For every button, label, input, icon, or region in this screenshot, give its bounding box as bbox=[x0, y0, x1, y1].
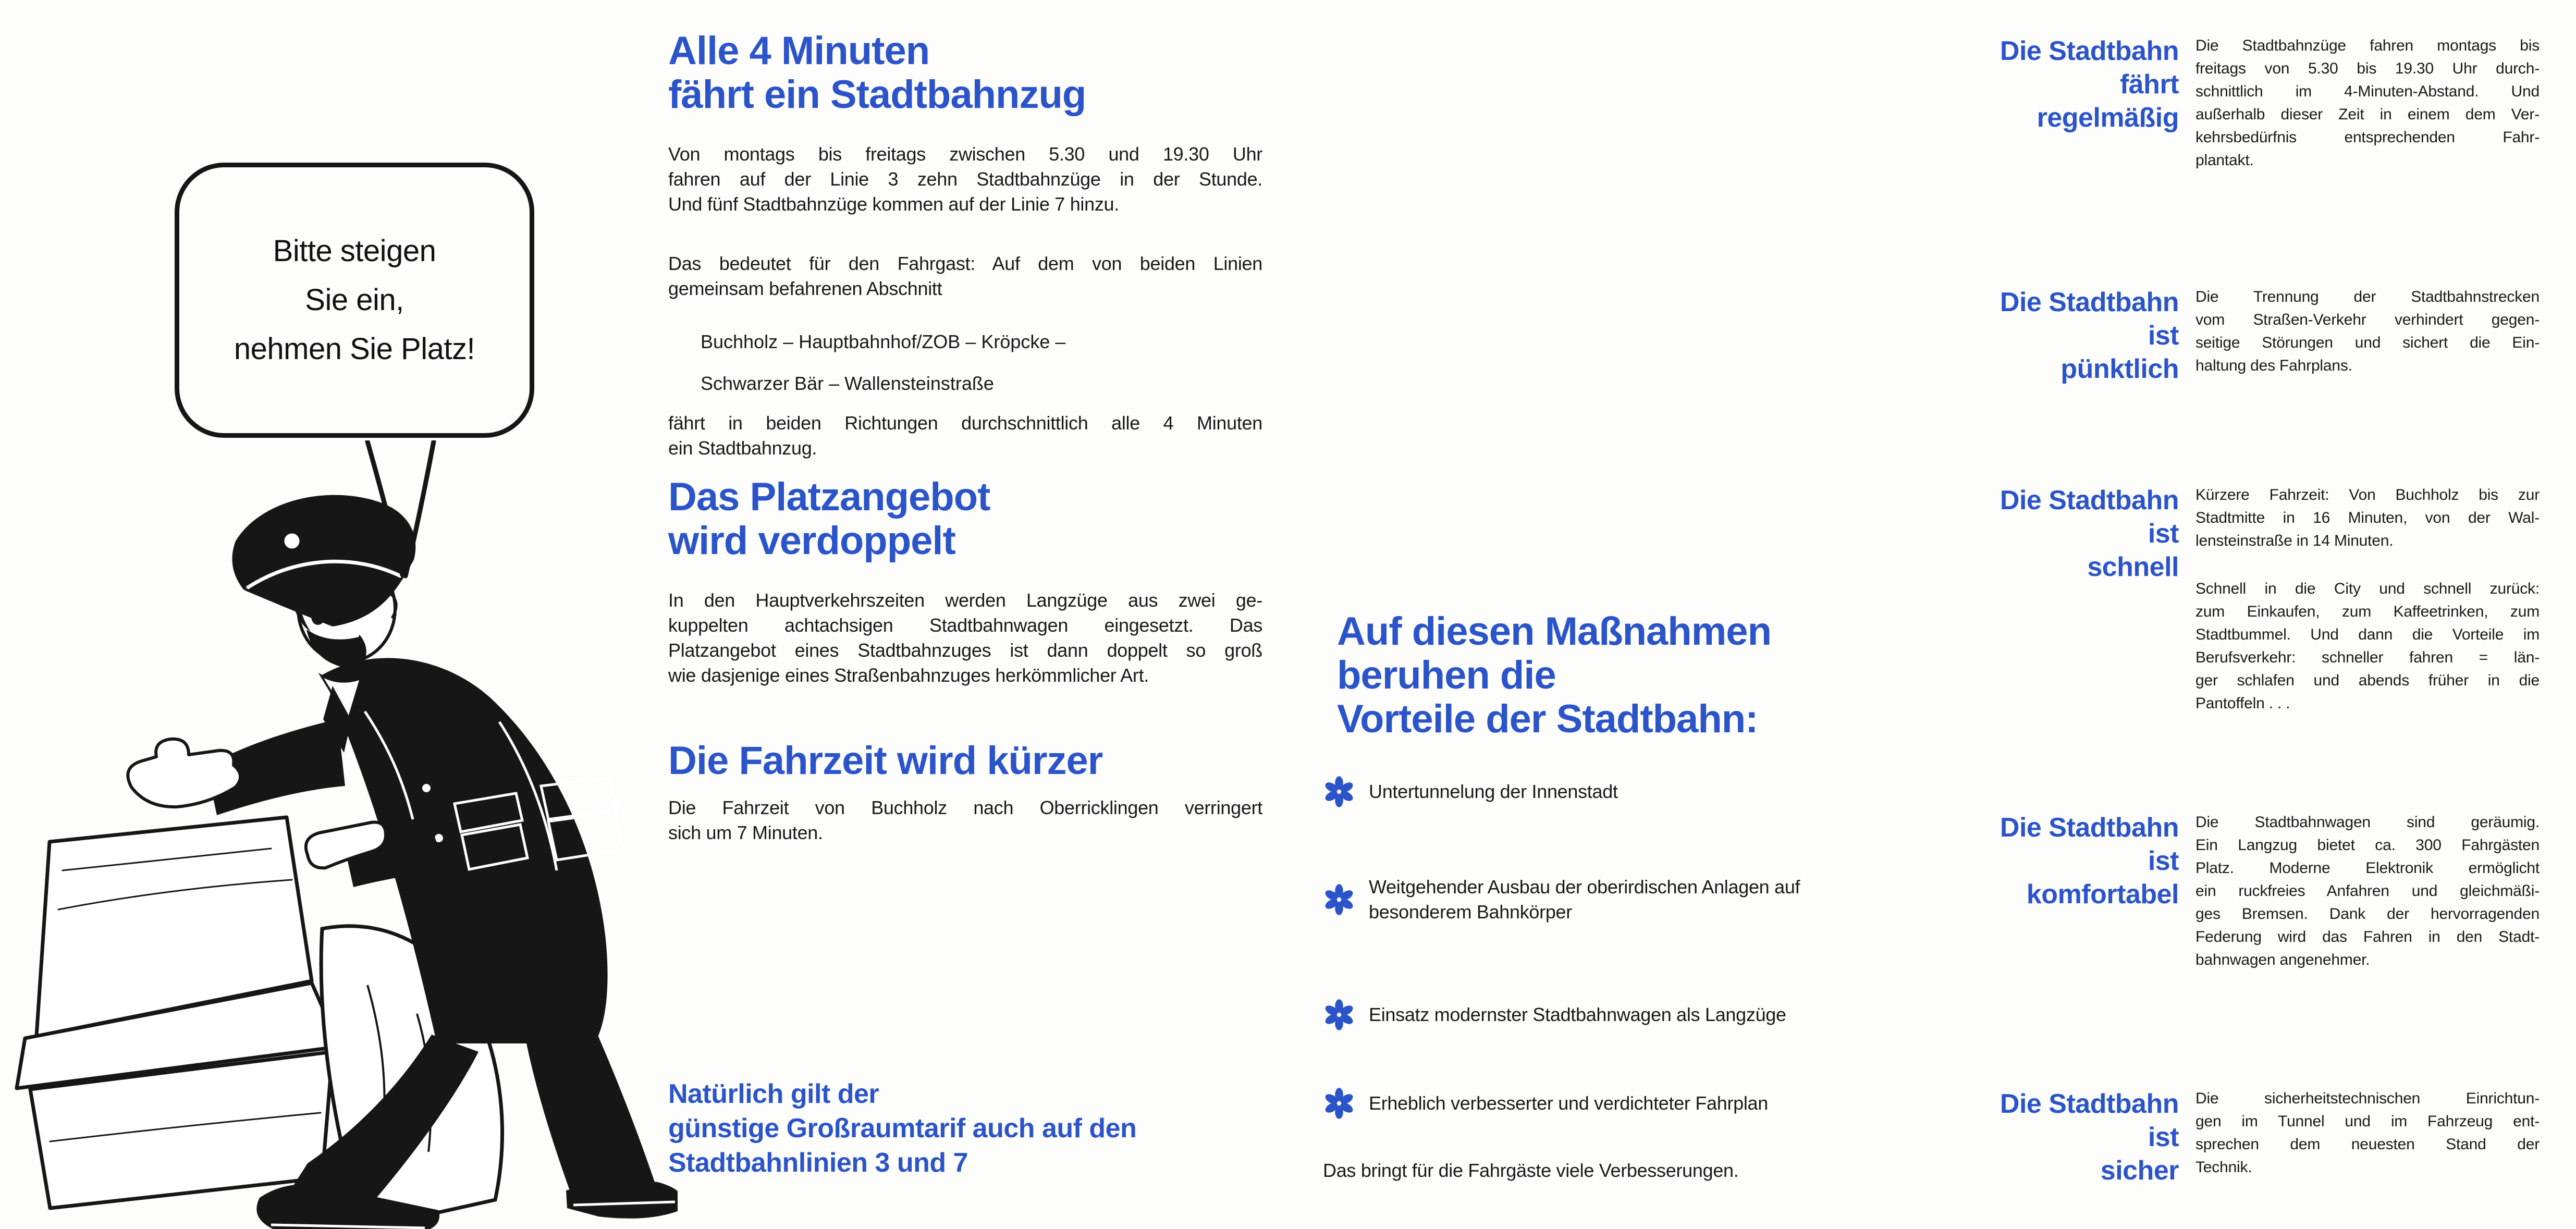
headline-seating-doubled: Das Platzangebot wird verdoppelt bbox=[668, 475, 990, 563]
asterisk-flower-icon bbox=[1323, 883, 1355, 916]
measure-item-timetable bbox=[1323, 1087, 1938, 1120]
headline-measures: Auf diesen Maßnahmen beruhen die Vorteile der Stadtbahn: bbox=[1337, 609, 1771, 741]
asterisk-flower-icon bbox=[1323, 1087, 1355, 1120]
paragraph-shared-section-intro: Das bedeutet für den Fahrgast: Auf dem von beiden Linien gemeinsam befahrenen Abschnitt bbox=[668, 253, 1262, 299]
speech-bubble bbox=[175, 163, 534, 438]
benefit-body-schnell-2: Schnell in die City und schnell zurück: zum Einkaufen, zum Kaffeetrinken, zum Stadtbummel. Und dann die Vorteile im Berufsverkehr: schneller fahren = län- ger schlafen und abends früher in die Pantoffeln . . . bbox=[2195, 580, 2540, 712]
benefit-body-sicher: Die sicherheitstechnischen Einrichtun- gen im Tunnel und im Fahrzeug ent- sprechen dem neuesten Stand der Technik. bbox=[2195, 1090, 2540, 1176]
benefit-body-schnell: Kürzere Fahrzeit: Von Buchholz bis zur Stadtmitte in 16 Minuten, von der Wal- lensteinstraße in 14 Minuten. bbox=[2195, 486, 2540, 549]
speech-bubble-tail-icon bbox=[313, 440, 469, 586]
headline-shorter-travel-time: Die Fahrzeit wird kürzer bbox=[668, 739, 1103, 783]
paragraph-long-trains: In den Hauptverkehrszeiten werden Langzüge aus zwei ge- kuppelten achtachsigen Stadtbahnwagen eingesetzt. Das Platzangebot eines Stadtbahnzuges ist dann doppelt so groß wie dasjenige eines Straßenbahnzuges herkömmlicher Art. bbox=[668, 589, 1262, 686]
benefit-body-puenktlich: Die Trennung der Stadtbahnstrecken vom Straßen-Verkehr verhindert gegen- seitige Störungen und sichert die Ein- haltung des Fahrplans. bbox=[2195, 288, 2540, 374]
measure-item-label: Untertunnelung der Innenstadt bbox=[1369, 781, 1618, 802]
benefit-heading-sicher: Die Stadtbahn ist sicher bbox=[2000, 1089, 2179, 1186]
seat-icon bbox=[17, 817, 340, 1208]
measure-item-surface-expansion bbox=[1323, 875, 1938, 925]
benefit-heading-puenktlich: Die Stadtbahn ist pünktlich bbox=[2000, 287, 2179, 384]
benefit-body-komfortabel: Die Stadtbahnwagen sind geräumig. Ein Langzug bietet ca. 300 Fahrgästen Platz. Moderne Elektronik ermöglicht ein ruckfreies Anfahren und gleichmäßi- ges Bremsen. Dank der hervorragenden Federung wird das Fahren in den Stadt- bahnwagen angenehmer. bbox=[2195, 814, 2540, 968]
tariff-note: Natürlich gilt der günstige Großraumtarif auch auf den Stadtbahnlinien 3 und 7 bbox=[668, 1079, 1137, 1178]
measure-item-tunnel bbox=[1323, 776, 1938, 808]
benefit-body-regelmaessig: Die Stadtbahnzüge fahren montags bis freitags von 5.30 bis 19.30 Uhr durch- schnittlich im 4-Minuten-Abstand. Und außerhalb dieser Zeit in einem dem Ver- kehrsbedürfnis entsprechenden Fahr- plantakt. bbox=[2195, 37, 2540, 169]
benefit-heading-schnell: Die Stadtbahn ist schnell bbox=[2000, 485, 2179, 582]
asterisk-flower-icon bbox=[1323, 999, 1355, 1031]
measure-item-label: Weitgehender Ausbau der oberirdischen Anlagen auf besonderem Bahnkörper bbox=[1369, 876, 1800, 923]
measure-item-modern-cars bbox=[1323, 999, 1938, 1031]
speech-bubble-text: Bitte steigen Sie ein, nehmen Sie Platz! bbox=[234, 234, 475, 366]
paragraph-seven-minutes: Die Fahrzeit von Buchholz nach Oberricklingen verringert sich um 7 Minuten. bbox=[668, 797, 1262, 843]
benefit-heading-komfortabel: Die Stadtbahn ist komfortabel bbox=[2000, 813, 2179, 910]
measure-item-label: Erheblich verbesserter und verdichteter Fahrplan bbox=[1369, 1092, 1768, 1114]
benefit-heading-regelmaessig: Die Stadtbahn fährt regelmäßig bbox=[2000, 36, 2179, 133]
measures-closing-line: Das bringt für die Fahrgäste viele Verbesserungen. bbox=[1323, 1160, 1739, 1181]
headline-every-4-minutes: Alle 4 Minuten fährt ein Stadtbahnzug bbox=[668, 29, 1086, 117]
route-stations-line-2: Schwarzer Bär – Wallensteinstraße bbox=[701, 373, 994, 394]
measure-item-label: Einsatz modernster Stadtbahnwagen als Langzüge bbox=[1369, 1004, 1786, 1025]
asterisk-flower-icon bbox=[1323, 776, 1355, 808]
route-stations-line-1: Buchholz – Hauptbahnhof/ZOB – Kröpcke – bbox=[701, 331, 1066, 352]
paragraph-both-directions: fährt in beiden Richtungen durchschnittlich alle 4 Minuten ein Stadtbahnzug. bbox=[668, 412, 1262, 459]
paragraph-frequency: Von montags bis freitags zwischen 5.30 und 19.30 Uhr fahren auf der Linie 3 zehn Stadtbahnzüge in der Stunde. Und fünf Stadtbahnzüge kommen auf der Linie 7 hinzu. bbox=[668, 143, 1262, 215]
